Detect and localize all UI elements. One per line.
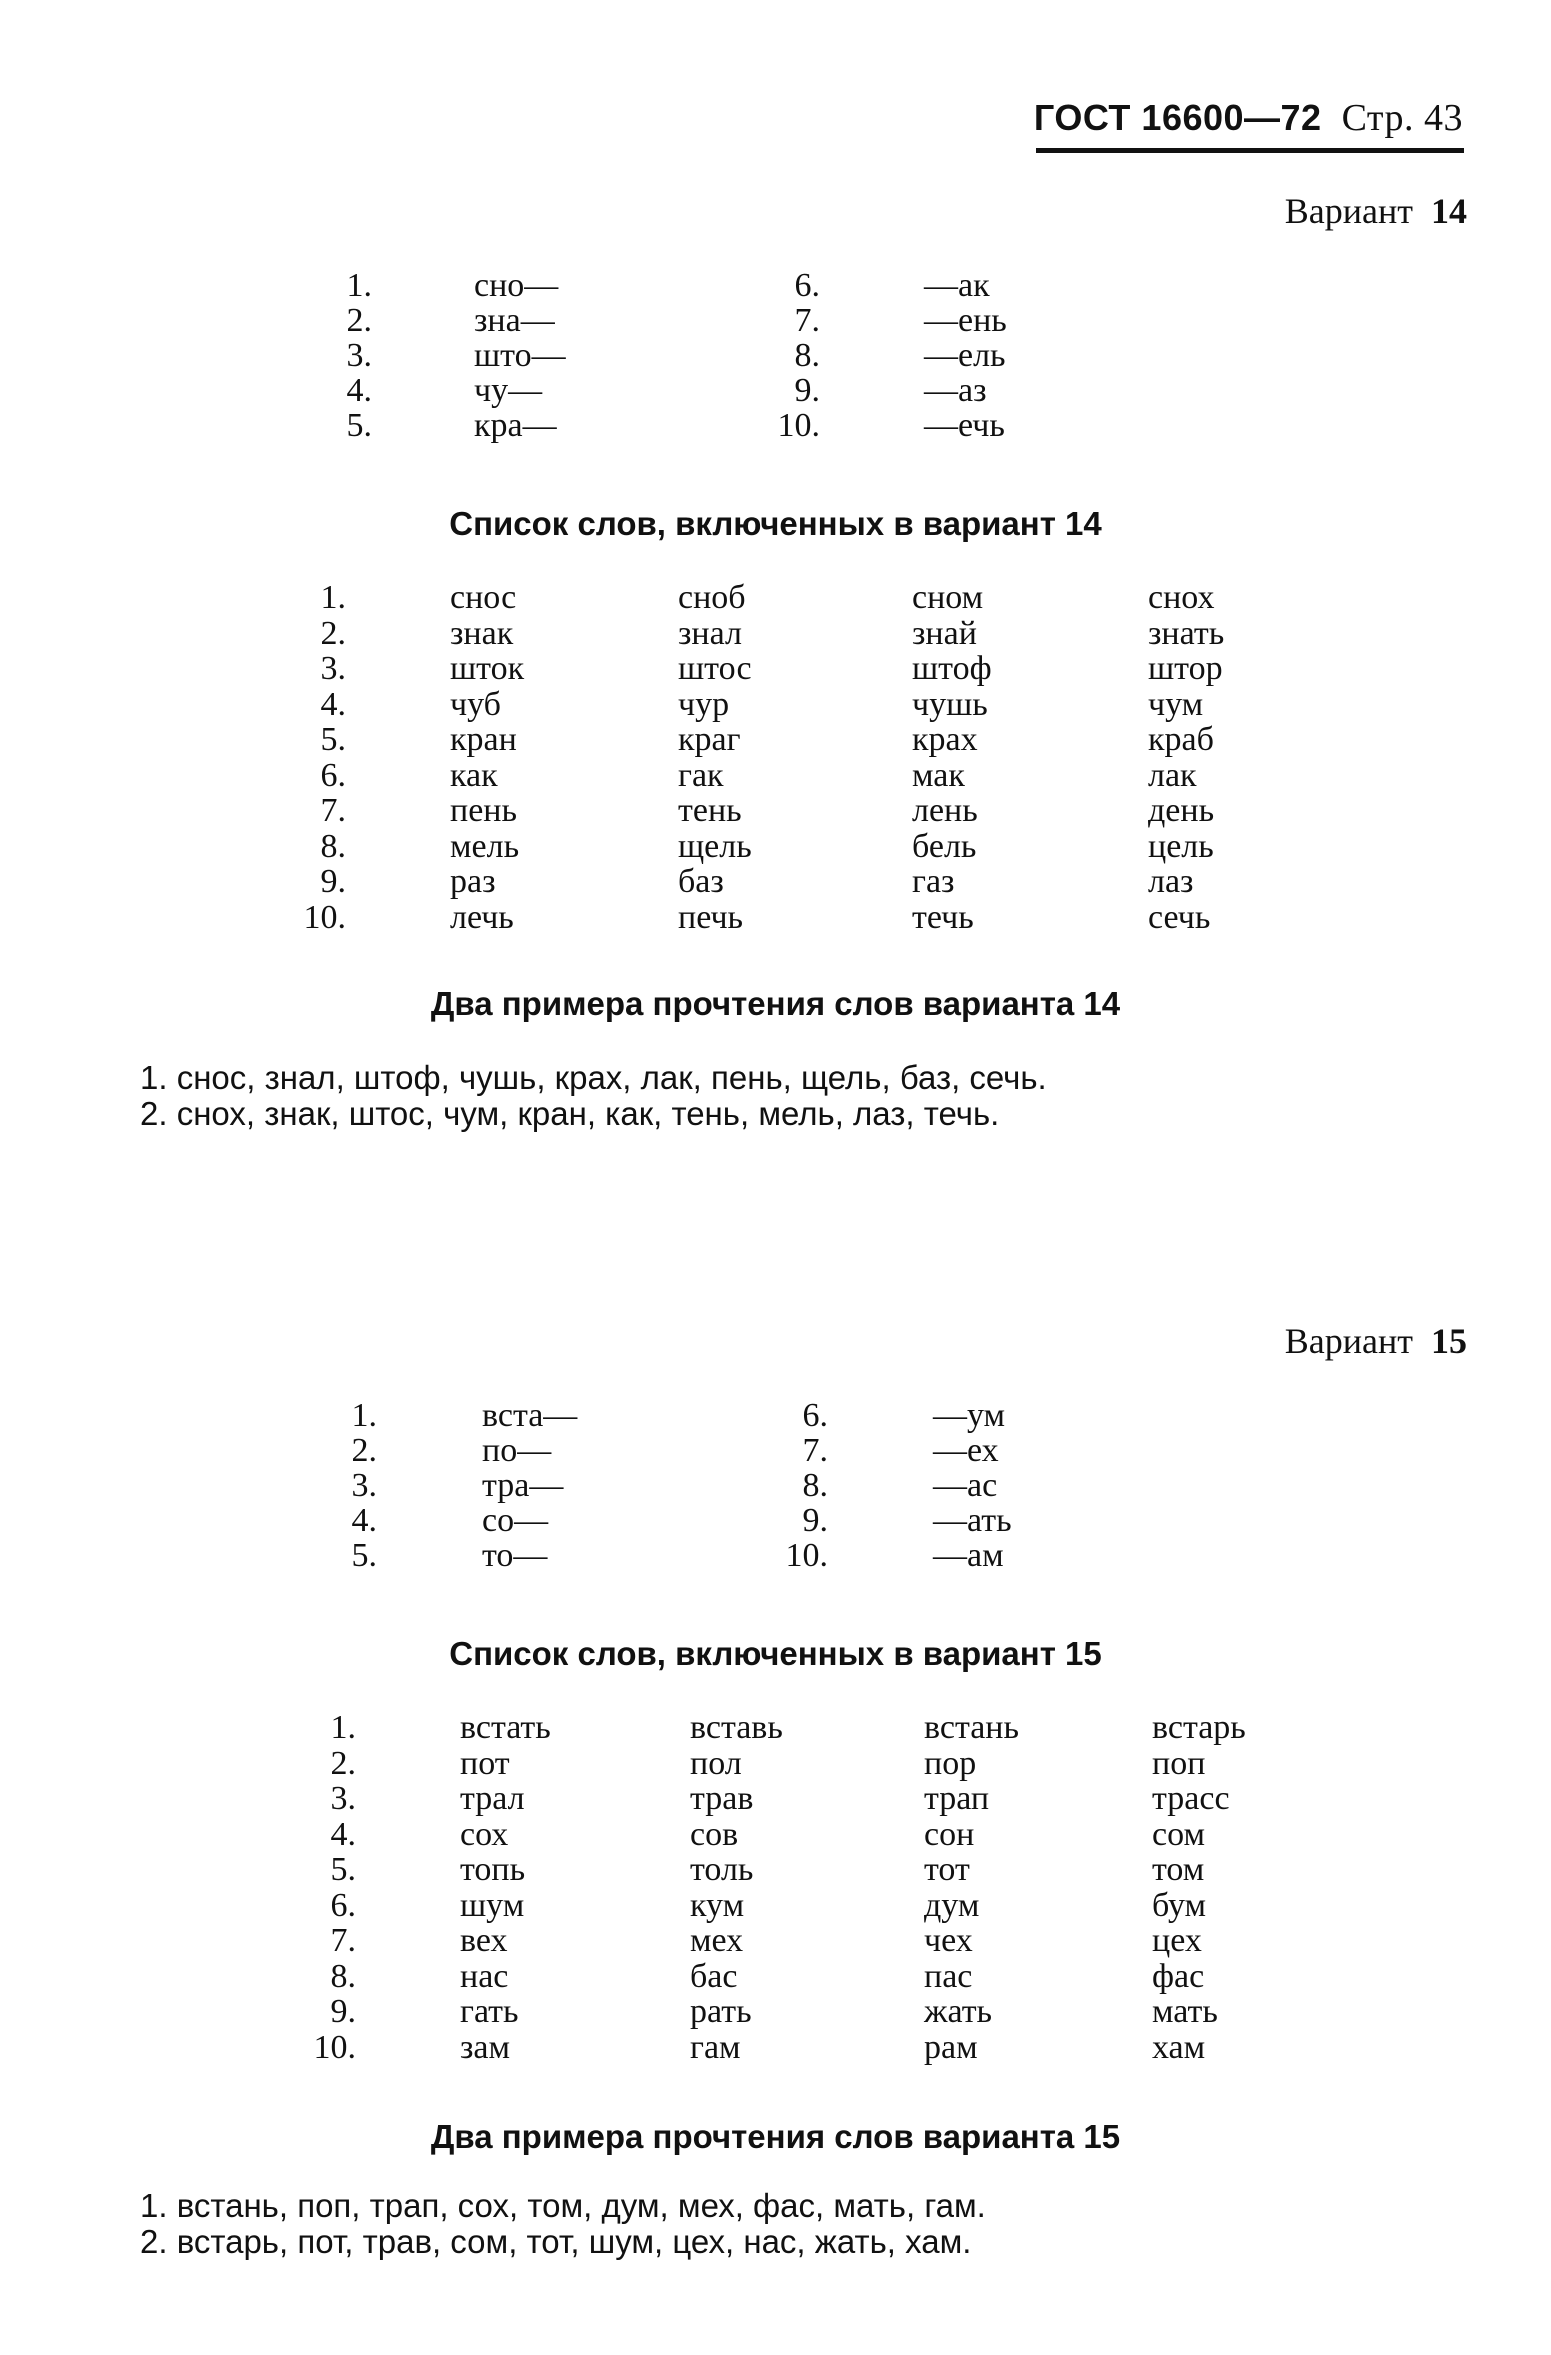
word-cell: сов bbox=[690, 1815, 739, 1853]
fragment-text: —ех bbox=[933, 1432, 999, 1469]
word-cell: день bbox=[1148, 792, 1215, 829]
word-cell: трап bbox=[924, 1780, 990, 1817]
variant-15-example-1: 1. встань, поп, трап, сох, том, дум, мех, фас, мать, гам. bbox=[140, 2187, 986, 2224]
word-cell: краг bbox=[678, 721, 741, 758]
word-cell: баз bbox=[678, 863, 724, 900]
row-number: 5. bbox=[330, 1851, 356, 1888]
word-cell: поп bbox=[1152, 1744, 1206, 1782]
word-cell: знать bbox=[1148, 614, 1225, 652]
word-cell: том bbox=[1152, 1851, 1205, 1888]
word-cell: рам bbox=[924, 2028, 978, 2066]
word-cell: чур bbox=[678, 685, 730, 723]
row-number: 6. bbox=[330, 1886, 356, 1924]
word-cell: мель bbox=[450, 827, 520, 865]
row-number: 7. bbox=[320, 792, 346, 829]
header-rule bbox=[1036, 148, 1464, 153]
word-cell: толь bbox=[690, 1851, 754, 1888]
word-cell: пор bbox=[924, 1744, 977, 1782]
word-cell: чум bbox=[1148, 685, 1204, 723]
fragment-number: 6. bbox=[802, 1397, 828, 1434]
word-cell: трав bbox=[690, 1780, 754, 1817]
fragment-text: —ак bbox=[924, 267, 990, 304]
word-cell: сон bbox=[924, 1815, 975, 1853]
word-cell: сом bbox=[1152, 1815, 1205, 1853]
fragment-number: 6. bbox=[794, 267, 820, 304]
word-cell: печь bbox=[678, 898, 744, 936]
variant-15-list-title: Список слов, включенных в вариант 15 bbox=[449, 1635, 1102, 1672]
variant-15-heading bbox=[1285, 1320, 1467, 1362]
word-cell: гать bbox=[460, 1993, 519, 2030]
variant-14-list-title: Список слов, включенных в вариант 14 bbox=[449, 505, 1102, 542]
word-cell: бель bbox=[912, 827, 977, 865]
word-cell: лаз bbox=[1148, 863, 1194, 900]
word-cell: снох bbox=[1148, 579, 1215, 616]
word-cell: жать bbox=[924, 1993, 993, 2030]
word-cell: встань bbox=[924, 1709, 1020, 1746]
row-number: 2. bbox=[330, 1744, 356, 1782]
row-number: 2. bbox=[320, 614, 346, 652]
word-cell: газ bbox=[912, 863, 955, 900]
fragment-text: —ель bbox=[924, 337, 1006, 374]
fragment-number: 8. bbox=[794, 337, 820, 374]
word-cell: лак bbox=[1148, 756, 1197, 794]
word-cell: штос bbox=[678, 650, 752, 687]
fragment-number: 1. bbox=[346, 267, 372, 304]
fragment-number: 10. bbox=[785, 1537, 828, 1574]
row-number: 10. bbox=[303, 898, 346, 936]
word-cell: как bbox=[450, 756, 498, 794]
variant-label: Вариант bbox=[1284, 1321, 1413, 1361]
standard-number: ГОСТ 16600—72 bbox=[1033, 97, 1322, 138]
row-number: 5. bbox=[320, 721, 346, 758]
variant-14-examples-title: Два примера прочтения слов варианта 14 bbox=[430, 985, 1121, 1022]
row-number: 3. bbox=[320, 650, 346, 687]
fragment-text: вста— bbox=[482, 1397, 578, 1434]
fragment-text: тра— bbox=[482, 1467, 564, 1504]
word-cell: чуб bbox=[450, 685, 501, 723]
row-number: 10. bbox=[313, 2028, 356, 2066]
word-cell: знак bbox=[450, 614, 514, 652]
word-cell: мех bbox=[690, 1922, 744, 1959]
row-number: 4. bbox=[320, 685, 346, 723]
word-cell: нас bbox=[460, 1957, 509, 1995]
fragment-text: зна— bbox=[474, 302, 555, 339]
fragment-text: —ать bbox=[933, 1502, 1012, 1539]
word-cell: снос bbox=[450, 579, 517, 616]
word-cell: лечь bbox=[450, 898, 514, 936]
fragment-number: 4. bbox=[346, 372, 372, 409]
fragment-number: 5. bbox=[351, 1537, 377, 1574]
fragment-number: 2. bbox=[346, 302, 372, 339]
word-cell: пас bbox=[924, 1957, 973, 1995]
fragment-number: 7. bbox=[794, 302, 820, 339]
fragment-text: сно— bbox=[474, 267, 559, 304]
row-number: 8. bbox=[330, 1957, 356, 1995]
fragment-number: 10. bbox=[777, 407, 820, 444]
word-cell: рать bbox=[690, 1993, 752, 2030]
word-cell: тот bbox=[924, 1851, 970, 1888]
row-number: 6. bbox=[320, 756, 346, 794]
fragment-number: 8. bbox=[802, 1467, 828, 1504]
fragment-text: по— bbox=[482, 1432, 552, 1469]
word-cell: трасс bbox=[1152, 1780, 1230, 1817]
word-cell: шум bbox=[460, 1886, 525, 1924]
row-number: 1. bbox=[330, 1709, 356, 1746]
fragment-number: 3. bbox=[351, 1467, 377, 1504]
row-number: 3. bbox=[330, 1780, 356, 1817]
variant-14-word-table bbox=[0, 580, 1551, 940]
row-number: 8. bbox=[320, 827, 346, 865]
word-cell: цель bbox=[1148, 827, 1214, 865]
row-number: 9. bbox=[330, 1993, 356, 2030]
word-cell: кран bbox=[450, 721, 517, 758]
word-cell: щель bbox=[678, 827, 752, 865]
fragment-number: 4. bbox=[351, 1502, 377, 1539]
row-number: 7. bbox=[330, 1922, 356, 1959]
row-number: 1. bbox=[320, 579, 346, 616]
variant-14-example-1: 1. снос, знал, штоф, чушь, крах, лак, пень, щель, баз, сечь. bbox=[140, 1059, 1047, 1096]
fragment-text: кра— bbox=[474, 407, 557, 444]
word-cell: тень bbox=[678, 792, 742, 829]
word-cell: зам bbox=[460, 2028, 511, 2066]
fragment-text: —ам bbox=[933, 1537, 1004, 1574]
word-cell: гак bbox=[678, 756, 724, 794]
word-cell: знай bbox=[912, 614, 977, 652]
variant-14-fragments bbox=[0, 268, 1551, 448]
fragment-number: 7. bbox=[802, 1432, 828, 1469]
word-cell: хам bbox=[1152, 2028, 1206, 2066]
row-number: 9. bbox=[320, 863, 346, 900]
word-cell: бас bbox=[690, 1957, 738, 1995]
word-cell: топь bbox=[460, 1851, 526, 1888]
fragment-number: 1. bbox=[351, 1397, 377, 1434]
word-cell: крах bbox=[912, 721, 978, 758]
word-cell: трал bbox=[460, 1780, 525, 1817]
variant-15-example-2: 2. встарь, пот, трав, сом, тот, шум, цех, нас, жать, хам. bbox=[140, 2223, 972, 2260]
variant-14-example-2: 2. снох, знак, штос, чум, кран, как, тень, мель, лаз, течь. bbox=[140, 1095, 1000, 1132]
fragment-text: —ас bbox=[933, 1467, 998, 1504]
row-number: 4. bbox=[330, 1815, 356, 1853]
fragment-text: чу— bbox=[474, 372, 543, 409]
word-cell: мать bbox=[1152, 1993, 1218, 2030]
variant-15-examples-title: Два примера прочтения слов варианта 15 bbox=[430, 2118, 1121, 2155]
variant-label: Вариант bbox=[1284, 191, 1413, 231]
word-cell: штоф bbox=[912, 650, 992, 687]
page-number: Стр. 43 bbox=[1341, 97, 1463, 139]
word-cell: бум bbox=[1152, 1886, 1207, 1924]
word-cell: вех bbox=[460, 1922, 508, 1959]
variant-14-heading bbox=[1285, 190, 1467, 232]
fragment-number: 2. bbox=[351, 1432, 377, 1469]
page-header bbox=[1034, 96, 1463, 140]
word-cell: пот bbox=[460, 1744, 510, 1782]
fragment-text: —ум bbox=[933, 1397, 1006, 1434]
word-cell: знал bbox=[678, 614, 742, 652]
word-cell: встать bbox=[460, 1709, 551, 1746]
fragment-text: што— bbox=[474, 337, 566, 374]
word-cell: цех bbox=[1152, 1922, 1202, 1959]
variant-15-word-table bbox=[0, 1710, 1551, 2070]
word-cell: шток bbox=[450, 650, 525, 687]
fragment-text: со— bbox=[482, 1502, 549, 1539]
word-cell: вставь bbox=[690, 1709, 783, 1746]
word-cell: раз bbox=[450, 863, 496, 900]
word-cell: краб bbox=[1148, 721, 1214, 758]
fragment-text: —ень bbox=[924, 302, 1007, 339]
word-cell: пол bbox=[690, 1744, 742, 1782]
word-cell: встарь bbox=[1152, 1709, 1246, 1746]
variant-number: 14 bbox=[1431, 191, 1467, 231]
fragment-number: 5. bbox=[346, 407, 372, 444]
variant-number: 15 bbox=[1431, 1321, 1467, 1361]
word-cell: чех bbox=[924, 1922, 973, 1959]
word-cell: дум bbox=[924, 1886, 980, 1924]
word-cell: штор bbox=[1148, 650, 1223, 687]
variant-15-fragments bbox=[0, 1398, 1551, 1578]
fragment-number: 9. bbox=[794, 372, 820, 409]
word-cell: течь bbox=[912, 898, 974, 936]
fragment-text: —ечь bbox=[924, 407, 1005, 444]
word-cell: лень bbox=[912, 792, 978, 829]
word-cell: пень bbox=[450, 792, 517, 829]
fragment-number: 9. bbox=[802, 1502, 828, 1539]
word-cell: кум bbox=[690, 1886, 745, 1924]
word-cell: сноб bbox=[678, 579, 746, 616]
fragment-text: —аз bbox=[924, 372, 987, 409]
word-cell: гам bbox=[690, 2028, 741, 2066]
word-cell: сечь bbox=[1148, 898, 1211, 936]
fragment-number: 3. bbox=[346, 337, 372, 374]
word-cell: сном bbox=[912, 579, 984, 616]
word-cell: чушь bbox=[912, 685, 988, 723]
fragment-text: то— bbox=[482, 1537, 548, 1574]
word-cell: мак bbox=[912, 756, 965, 794]
word-cell: сох bbox=[460, 1815, 509, 1853]
word-cell: фас bbox=[1152, 1957, 1205, 1995]
